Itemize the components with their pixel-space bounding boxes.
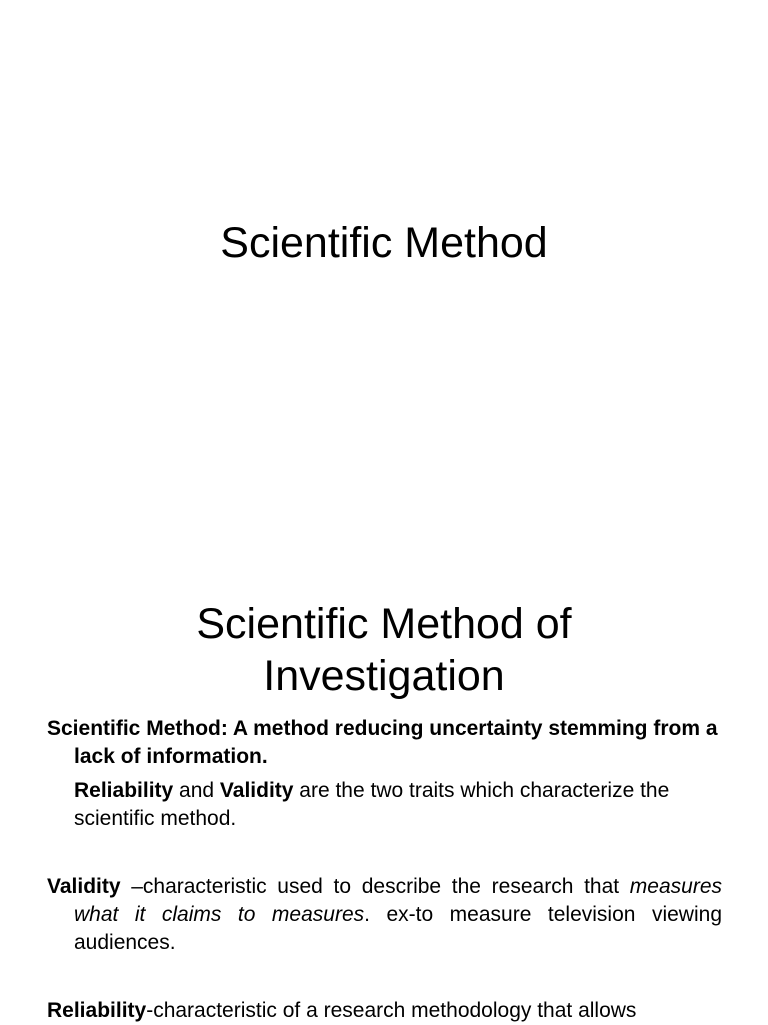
reliability-paragraph [47,997,722,1025]
validity-term: Validity [219,779,294,802]
definition-term: Scientific Method: [47,717,228,740]
traits-paragraph [47,777,722,833]
reliability-term: Reliability [74,779,174,802]
title-slide [0,0,768,512]
validity-text-1: –characteristic used to describe the research that [120,875,630,898]
validity-paragraph [47,873,722,957]
slide-title [0,598,768,702]
definition-paragraph [47,715,722,771]
content-slide [0,512,768,1024]
traits-and: and [173,779,220,802]
validity-definition-term: Validity [47,875,121,898]
traits-text: are the two traits which characterize the scientific method. [74,779,670,830]
definition-text: A method reducing uncertainty stemming from a lack of information. [74,717,718,768]
slide-body [47,715,722,1025]
validity-emphasis: measures what it claims to measures [74,875,722,926]
slide-title: Scientific Method [220,219,548,267]
reliability-definition-term: Reliability [47,999,147,1022]
validity-text-2: . ex-to measure television viewing audiences. [74,903,722,954]
title-line-2: Investigation [263,652,505,700]
reliability-text: -characteristic of a research methodology that allows [146,999,637,1022]
title-line-1: Scientific Method of [196,600,572,648]
